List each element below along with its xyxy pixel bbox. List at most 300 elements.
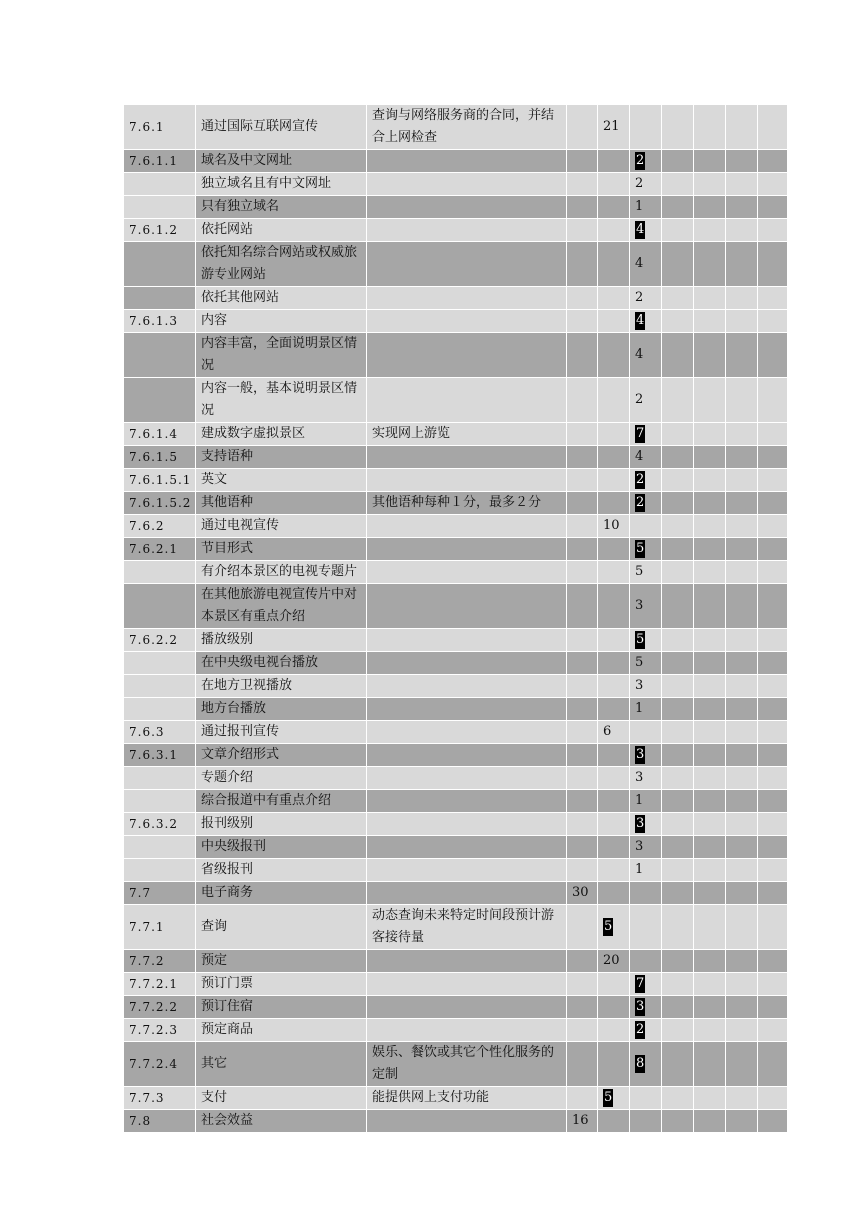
item-name: 其他语种 <box>196 492 367 515</box>
table-row <box>124 1042 788 1087</box>
empty-score-cell <box>694 721 726 744</box>
item-name: 内容 <box>196 310 367 333</box>
empty-score-cell <box>662 698 694 721</box>
empty-score-cell <box>694 1042 726 1087</box>
item-note <box>367 767 567 790</box>
empty-score-cell <box>726 744 758 767</box>
empty-score-cell <box>758 744 788 767</box>
item-name: 预定商品 <box>196 1019 367 1042</box>
empty-score-cell <box>567 538 598 561</box>
table-row <box>124 219 788 242</box>
item-code: 7.7.2 <box>124 950 196 973</box>
empty-score-cell <box>758 950 788 973</box>
empty-score-cell <box>758 767 788 790</box>
empty-score-cell <box>694 675 726 698</box>
item-name: 地方台播放 <box>196 698 367 721</box>
score-cell <box>630 538 662 561</box>
empty-score-cell <box>598 859 630 882</box>
empty-score-cell <box>662 242 694 287</box>
score-value: 20 <box>603 953 620 968</box>
empty-score-cell <box>694 698 726 721</box>
empty-score-cell <box>758 1110 788 1133</box>
score-value: 2 <box>635 290 644 305</box>
empty-score-cell <box>726 629 758 652</box>
score-cell <box>630 423 662 446</box>
empty-score-cell <box>598 698 630 721</box>
empty-score-cell <box>758 469 788 492</box>
empty-score-cell <box>630 105 662 150</box>
item-note <box>367 469 567 492</box>
empty-score-cell <box>694 173 726 196</box>
item-name: 依托网站 <box>196 219 367 242</box>
empty-score-cell <box>567 652 598 675</box>
score-cell <box>630 836 662 859</box>
score-cell <box>630 767 662 790</box>
score-cell <box>630 744 662 767</box>
table-row <box>124 173 788 196</box>
empty-score-cell <box>662 859 694 882</box>
empty-score-cell <box>694 378 726 423</box>
empty-score-cell <box>662 105 694 150</box>
item-code <box>124 378 196 423</box>
item-name: 预订住宿 <box>196 996 367 1019</box>
empty-score-cell <box>726 813 758 836</box>
empty-score-cell <box>567 310 598 333</box>
empty-score-cell <box>662 333 694 378</box>
score-value: 5 <box>604 1090 613 1105</box>
empty-score-cell <box>726 675 758 698</box>
empty-score-cell <box>662 629 694 652</box>
empty-score-cell <box>758 492 788 515</box>
empty-score-cell <box>567 469 598 492</box>
empty-score-cell <box>726 196 758 219</box>
score-cell <box>630 1042 662 1087</box>
item-name: 通过报刊宣传 <box>196 721 367 744</box>
score-cell <box>630 1019 662 1042</box>
score-cell <box>630 790 662 813</box>
item-note <box>367 515 567 538</box>
empty-score-cell <box>598 996 630 1019</box>
empty-score-cell <box>694 105 726 150</box>
empty-score-cell <box>726 333 758 378</box>
empty-score-cell <box>726 150 758 173</box>
score-table <box>123 104 788 1133</box>
empty-score-cell <box>598 287 630 310</box>
empty-score-cell <box>662 996 694 1019</box>
empty-score-cell <box>758 173 788 196</box>
item-note <box>367 310 567 333</box>
item-code <box>124 196 196 219</box>
item-name: 在地方卫视播放 <box>196 675 367 698</box>
empty-score-cell <box>567 378 598 423</box>
table-row <box>124 561 788 584</box>
score-value: 5 <box>636 632 645 647</box>
score-cell <box>598 905 630 950</box>
empty-score-cell <box>726 242 758 287</box>
score-value: 5 <box>635 655 644 670</box>
empty-score-cell <box>758 423 788 446</box>
empty-score-cell <box>662 423 694 446</box>
item-name: 支付 <box>196 1087 367 1110</box>
empty-score-cell <box>662 973 694 996</box>
empty-score-cell <box>662 1019 694 1042</box>
empty-score-cell <box>758 859 788 882</box>
empty-score-cell <box>598 492 630 515</box>
item-code <box>124 859 196 882</box>
score-value: 10 <box>603 518 620 533</box>
empty-score-cell <box>662 836 694 859</box>
empty-score-cell <box>726 446 758 469</box>
score-value: 4 <box>635 347 644 362</box>
empty-score-cell <box>662 675 694 698</box>
score-value: 6 <box>603 724 612 739</box>
empty-score-cell <box>567 287 598 310</box>
score-cell <box>630 629 662 652</box>
score-cell <box>598 721 630 744</box>
empty-score-cell <box>758 675 788 698</box>
empty-score-cell <box>726 584 758 629</box>
score-value: 30 <box>572 885 589 900</box>
empty-score-cell <box>726 767 758 790</box>
item-name: 电子商务 <box>196 882 367 905</box>
item-code <box>124 287 196 310</box>
empty-score-cell <box>694 310 726 333</box>
empty-score-cell <box>758 1042 788 1087</box>
empty-score-cell <box>598 836 630 859</box>
empty-score-cell <box>567 721 598 744</box>
item-name: 通过国际互联网宣传 <box>196 105 367 150</box>
empty-score-cell <box>758 584 788 629</box>
empty-score-cell <box>726 652 758 675</box>
empty-score-cell <box>758 1019 788 1042</box>
empty-score-cell <box>694 561 726 584</box>
empty-score-cell <box>726 950 758 973</box>
item-name: 域名及中文网址 <box>196 150 367 173</box>
empty-score-cell <box>726 287 758 310</box>
item-name: 专题介绍 <box>196 767 367 790</box>
empty-score-cell <box>662 446 694 469</box>
item-code <box>124 767 196 790</box>
score-value: 2 <box>635 176 644 191</box>
item-note <box>367 287 567 310</box>
item-note: 其他语种每种１分，最多２分 <box>367 492 567 515</box>
table-row <box>124 973 788 996</box>
empty-score-cell <box>694 584 726 629</box>
empty-score-cell <box>726 721 758 744</box>
empty-score-cell <box>662 173 694 196</box>
item-note <box>367 744 567 767</box>
empty-score-cell <box>567 973 598 996</box>
empty-score-cell <box>598 973 630 996</box>
item-note <box>367 219 567 242</box>
table-row <box>124 996 788 1019</box>
empty-score-cell <box>567 629 598 652</box>
empty-score-cell <box>662 378 694 423</box>
empty-score-cell <box>598 469 630 492</box>
empty-score-cell <box>662 469 694 492</box>
item-note <box>367 561 567 584</box>
table-row <box>124 629 788 652</box>
item-name: 有介绍本景区的电视专题片 <box>196 561 367 584</box>
item-note <box>367 950 567 973</box>
score-cell <box>630 446 662 469</box>
empty-score-cell <box>726 1019 758 1042</box>
empty-score-cell <box>662 584 694 629</box>
empty-score-cell <box>662 150 694 173</box>
item-note <box>367 538 567 561</box>
empty-score-cell <box>726 882 758 905</box>
empty-score-cell <box>694 813 726 836</box>
empty-score-cell <box>630 515 662 538</box>
score-value: 1 <box>635 862 644 877</box>
score-cell <box>630 310 662 333</box>
empty-score-cell <box>567 242 598 287</box>
empty-score-cell <box>726 173 758 196</box>
table-row <box>124 584 788 629</box>
score-cell <box>598 1087 630 1110</box>
empty-score-cell <box>726 1042 758 1087</box>
empty-score-cell <box>598 629 630 652</box>
empty-score-cell <box>567 836 598 859</box>
empty-score-cell <box>758 996 788 1019</box>
empty-score-cell <box>598 790 630 813</box>
empty-score-cell <box>598 652 630 675</box>
score-value: 4 <box>636 313 645 328</box>
score-cell <box>630 675 662 698</box>
empty-score-cell <box>662 721 694 744</box>
empty-score-cell <box>758 790 788 813</box>
empty-score-cell <box>726 836 758 859</box>
empty-score-cell <box>662 219 694 242</box>
table-row <box>124 469 788 492</box>
empty-score-cell <box>694 629 726 652</box>
item-name: 预定 <box>196 950 367 973</box>
item-note <box>367 652 567 675</box>
table-row <box>124 652 788 675</box>
empty-score-cell <box>758 219 788 242</box>
item-note <box>367 675 567 698</box>
empty-score-cell <box>726 219 758 242</box>
score-value: 4 <box>636 222 645 237</box>
item-name: 英文 <box>196 469 367 492</box>
empty-score-cell <box>630 1110 662 1133</box>
item-name: 其它 <box>196 1042 367 1087</box>
item-name: 节目形式 <box>196 538 367 561</box>
empty-score-cell <box>694 836 726 859</box>
empty-score-cell <box>567 584 598 629</box>
score-value: 2 <box>636 153 645 168</box>
score-value: 7 <box>636 976 645 991</box>
item-code <box>124 652 196 675</box>
score-value: 5 <box>635 564 644 579</box>
table-row <box>124 196 788 219</box>
empty-score-cell <box>726 1087 758 1110</box>
score-cell <box>630 219 662 242</box>
score-value: 1 <box>635 199 644 214</box>
empty-score-cell <box>598 882 630 905</box>
empty-score-cell <box>630 1087 662 1110</box>
empty-score-cell <box>598 1110 630 1133</box>
item-code: 7.6.1.4 <box>124 423 196 446</box>
empty-score-cell <box>598 767 630 790</box>
score-cell <box>630 196 662 219</box>
empty-score-cell <box>662 492 694 515</box>
item-code: 7.7.1 <box>124 905 196 950</box>
score-value: 5 <box>636 541 645 556</box>
empty-score-cell <box>758 378 788 423</box>
table-row <box>124 242 788 287</box>
empty-score-cell <box>567 196 598 219</box>
empty-score-cell <box>662 950 694 973</box>
empty-score-cell <box>567 446 598 469</box>
item-name: 通过电视宣传 <box>196 515 367 538</box>
empty-score-cell <box>694 996 726 1019</box>
item-code <box>124 698 196 721</box>
item-code: 7.6.3.2 <box>124 813 196 836</box>
empty-score-cell <box>694 1019 726 1042</box>
item-note <box>367 173 567 196</box>
item-note <box>367 629 567 652</box>
item-name: 独立域名且有中文网址 <box>196 173 367 196</box>
empty-score-cell <box>758 105 788 150</box>
empty-score-cell <box>598 446 630 469</box>
empty-score-cell <box>758 652 788 675</box>
score-value: 4 <box>635 449 644 464</box>
table-row <box>124 790 788 813</box>
table-row <box>124 515 788 538</box>
empty-score-cell <box>726 790 758 813</box>
empty-score-cell <box>758 538 788 561</box>
item-name: 建成数字虚拟景区 <box>196 423 367 446</box>
empty-score-cell <box>758 515 788 538</box>
item-note <box>367 446 567 469</box>
empty-score-cell <box>726 492 758 515</box>
item-note <box>367 150 567 173</box>
item-code: 7.6.1.5.1 <box>124 469 196 492</box>
empty-score-cell <box>662 905 694 950</box>
empty-score-cell <box>567 698 598 721</box>
empty-score-cell <box>598 219 630 242</box>
item-note: 动态查询未来特定时间段预计游客接待量 <box>367 905 567 950</box>
table-row <box>124 287 788 310</box>
score-cell <box>630 492 662 515</box>
score-value: 5 <box>604 919 613 934</box>
empty-score-cell <box>598 196 630 219</box>
table-row <box>124 492 788 515</box>
empty-score-cell <box>694 469 726 492</box>
item-note <box>367 333 567 378</box>
table-row <box>124 150 788 173</box>
item-code: 7.7.2.1 <box>124 973 196 996</box>
empty-score-cell <box>758 242 788 287</box>
score-cell <box>630 561 662 584</box>
score-value: 3 <box>636 816 645 831</box>
empty-score-cell <box>567 515 598 538</box>
item-code <box>124 675 196 698</box>
empty-score-cell <box>567 219 598 242</box>
table-row <box>124 378 788 423</box>
score-value: 4 <box>635 256 644 271</box>
empty-score-cell <box>758 196 788 219</box>
empty-score-cell <box>694 515 726 538</box>
table-row <box>124 698 788 721</box>
item-code: 7.6.1.1 <box>124 150 196 173</box>
score-value: 7 <box>636 426 645 441</box>
score-value: 3 <box>635 678 644 693</box>
empty-score-cell <box>694 767 726 790</box>
empty-score-cell <box>598 310 630 333</box>
score-value: 3 <box>635 839 644 854</box>
empty-score-cell <box>662 310 694 333</box>
table-row <box>124 721 788 744</box>
score-value: 16 <box>572 1113 589 1128</box>
score-cell <box>630 973 662 996</box>
empty-score-cell <box>598 1019 630 1042</box>
empty-score-cell <box>694 287 726 310</box>
item-code: 7.7.3 <box>124 1087 196 1110</box>
empty-score-cell <box>726 378 758 423</box>
item-note <box>367 584 567 629</box>
empty-score-cell <box>662 767 694 790</box>
empty-score-cell <box>567 996 598 1019</box>
table-row <box>124 836 788 859</box>
empty-score-cell <box>662 882 694 905</box>
item-code <box>124 173 196 196</box>
empty-score-cell <box>630 950 662 973</box>
table-row <box>124 950 788 973</box>
score-cell <box>630 333 662 378</box>
item-code <box>124 333 196 378</box>
empty-score-cell <box>694 882 726 905</box>
empty-score-cell <box>662 561 694 584</box>
table-row <box>124 333 788 378</box>
item-name: 社会效益 <box>196 1110 367 1133</box>
empty-score-cell <box>726 538 758 561</box>
empty-score-cell <box>694 1110 726 1133</box>
score-value: 2 <box>636 1022 645 1037</box>
empty-score-cell <box>694 423 726 446</box>
empty-score-cell <box>630 905 662 950</box>
item-name: 只有独立域名 <box>196 196 367 219</box>
empty-score-cell <box>694 652 726 675</box>
empty-score-cell <box>567 1087 598 1110</box>
item-note: 娱乐、餐饮或其它个性化服务的定制 <box>367 1042 567 1087</box>
empty-score-cell <box>726 698 758 721</box>
item-code <box>124 790 196 813</box>
empty-score-cell <box>726 996 758 1019</box>
item-note: 实现网上游览 <box>367 423 567 446</box>
item-name: 在其他旅游电视宣传片中对本景区有重点介绍 <box>196 584 367 629</box>
item-note <box>367 698 567 721</box>
item-name: 预订门票 <box>196 973 367 996</box>
empty-score-cell <box>694 859 726 882</box>
item-note <box>367 378 567 423</box>
empty-score-cell <box>598 378 630 423</box>
score-cell <box>598 515 630 538</box>
empty-score-cell <box>758 905 788 950</box>
item-name: 综合报道中有重点介绍 <box>196 790 367 813</box>
item-name: 中央级报刊 <box>196 836 367 859</box>
table-row <box>124 905 788 950</box>
item-name: 依托其他网站 <box>196 287 367 310</box>
score-cell <box>630 996 662 1019</box>
empty-score-cell <box>598 150 630 173</box>
empty-score-cell <box>567 423 598 446</box>
table-row <box>124 859 788 882</box>
empty-score-cell <box>758 836 788 859</box>
empty-score-cell <box>758 973 788 996</box>
item-name: 查询 <box>196 905 367 950</box>
